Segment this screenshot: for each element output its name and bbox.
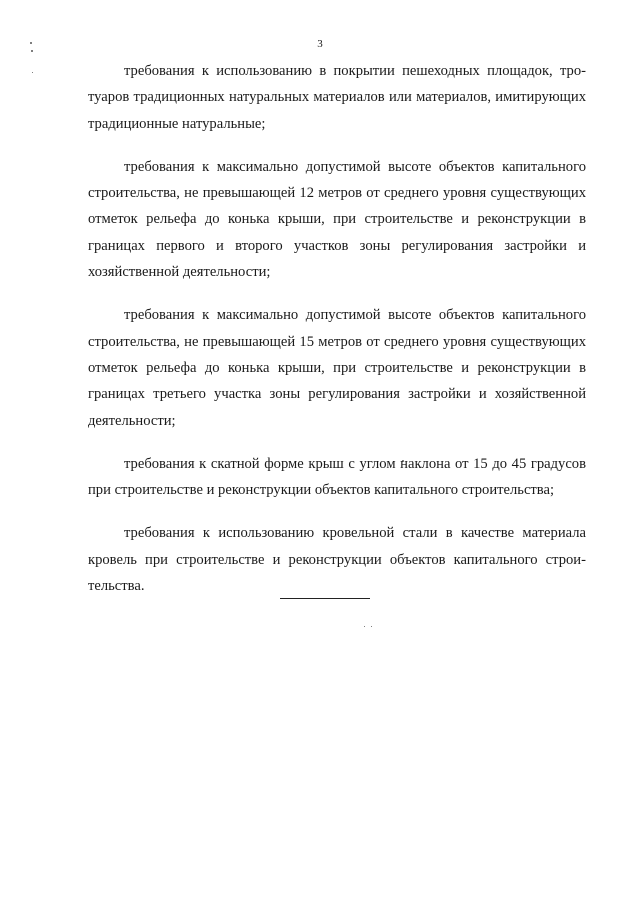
paragraph-height-15m: требования к максимально допустимой высоте объектов капитального строительства, не превышающей 15 метров от среднего уровня существующих отметок рельефа до конька крыши, при строительстве и реконструкции в границах третьего участка зоны регулирования застройки и хозяйственной деятельности; xyxy=(88,307,586,429)
end-separator-line xyxy=(280,598,370,599)
scan-speck xyxy=(31,50,33,52)
scan-speck xyxy=(30,42,32,44)
paragraph-pedestrian-materials: требования к использованию в покрытии пешеходных площадок, тротуаров традиционных натуральных материалов или материалов, имитирующих традиционные натуральные; xyxy=(88,63,586,132)
page-number: 3 xyxy=(317,38,323,50)
paragraph-height-12m: требования к максимально допустимой высоте объектов капитального строительства, не превышающей 12 метров от среднего уровня существующих отметок рельефа до конька крыши, при строительстве и реконструкции в границах первого и второго участков зоны регулирования застройки и хозяйственной деятельности; xyxy=(88,158,586,281)
document-body xyxy=(88,58,586,599)
paragraph-roof-slope: требования к скатной форме крыш с углом наклона от 15 до 45 градусов при строительстве и реконструкции объектов капитального строительства; xyxy=(88,455,586,499)
scan-speck xyxy=(32,72,33,73)
scan-speck xyxy=(371,626,372,627)
scan-speck xyxy=(364,626,365,627)
paragraph-roof-steel: требования к использованию кровельной стали в качестве материала кровель при строительстве и реконструкции объектов капитального строительства. xyxy=(88,525,586,595)
